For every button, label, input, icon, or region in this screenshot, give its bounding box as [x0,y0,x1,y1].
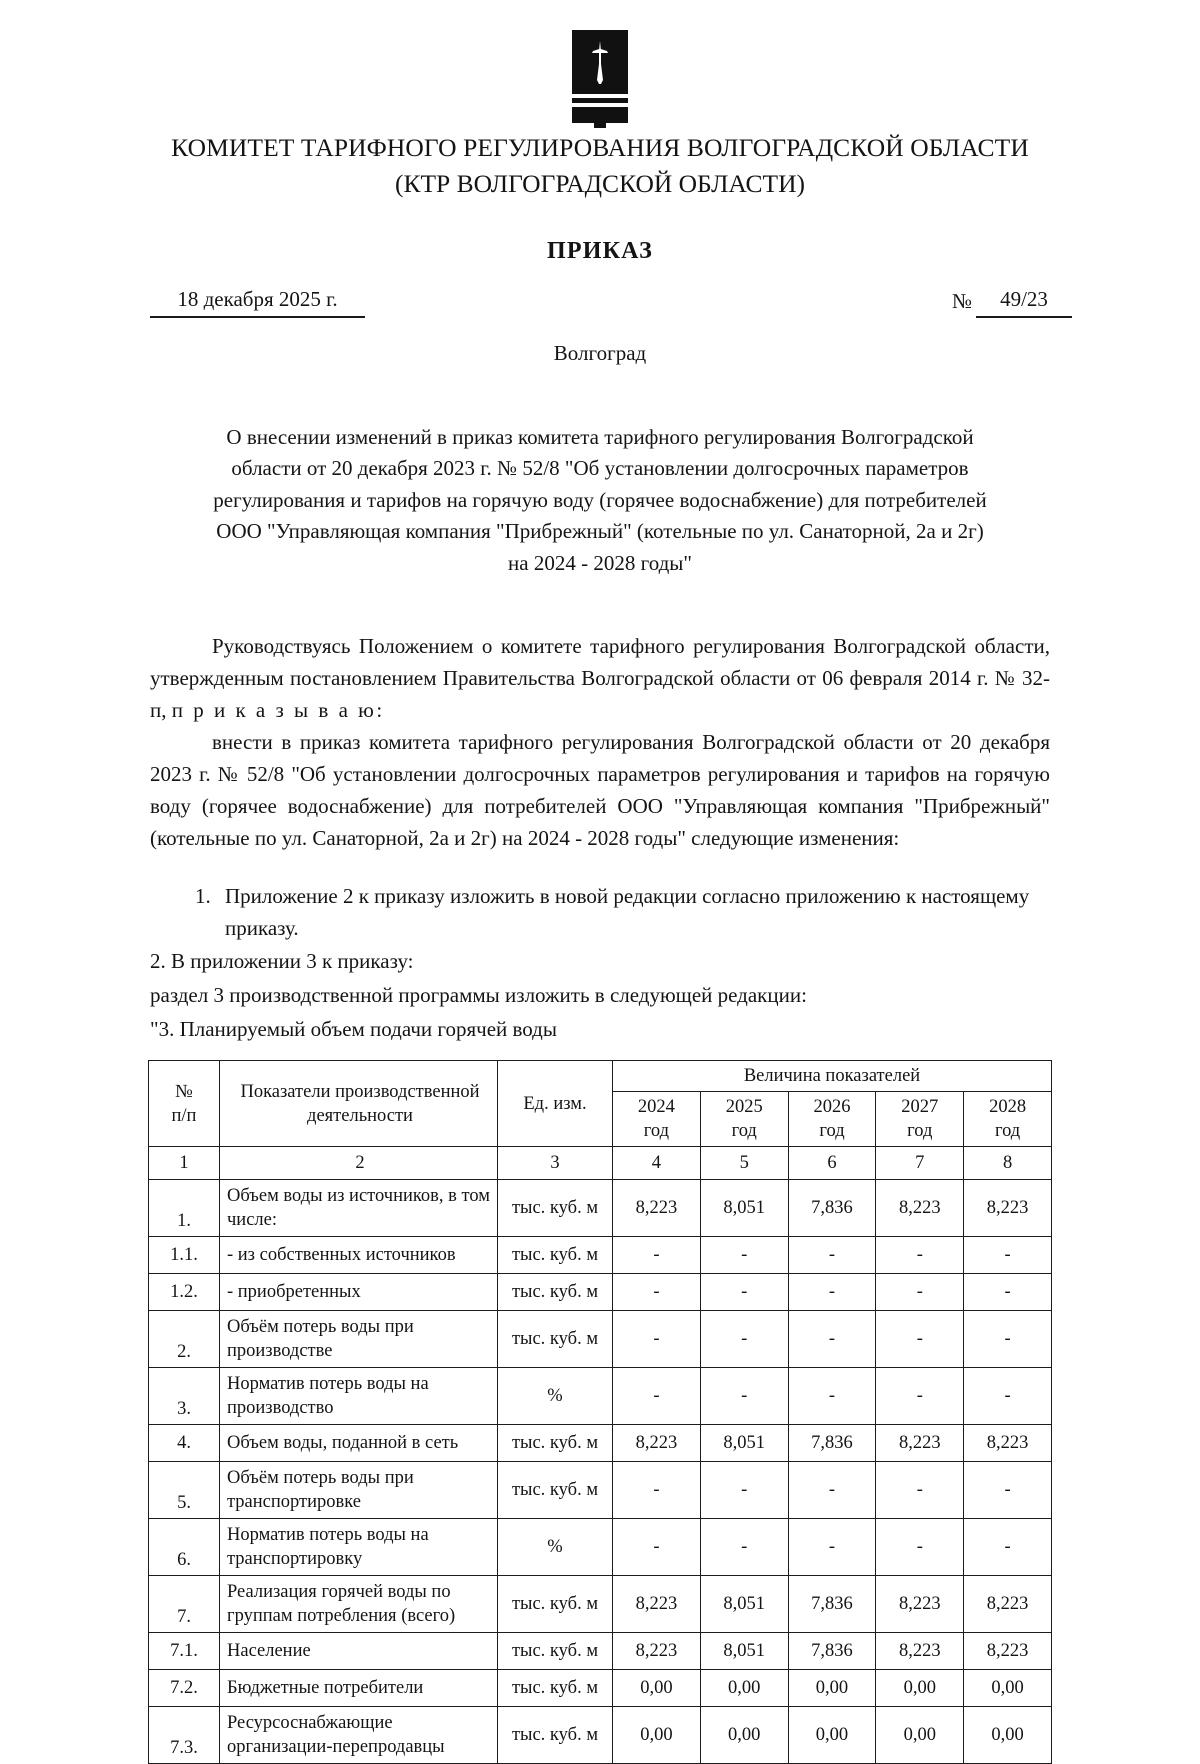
table-row [149,1274,1052,1311]
header-year-2028-value: 2028 [989,1097,1027,1118]
row-indicator-name: - из собственных источников [220,1237,498,1274]
row-unit: тыс. куб. м [498,1633,613,1670]
table-row [149,1519,1052,1576]
row-number: 2. [149,1311,220,1368]
index-5: 5 [700,1147,788,1180]
list-item-1 [195,881,1050,945]
document-title [150,422,1050,580]
header-unit: Ед. изм. [498,1061,613,1147]
header-indicator [220,1061,498,1147]
header-year-2025-value: 2025 [725,1097,763,1118]
index-4: 4 [613,1147,701,1180]
row-value-2028: 0,00 [964,1670,1052,1707]
row-value-2025: - [700,1462,788,1519]
header-year-2024-word: год [643,1121,670,1142]
header-year-2026 [788,1092,876,1147]
header-number [149,1061,220,1147]
row-indicator-name: Норматив потерь воды на производство [220,1368,498,1425]
row-value-2027: - [876,1519,964,1576]
list-item-1-number: 1. [195,883,211,908]
row-value-2028: - [964,1274,1052,1311]
title-line-1: О внесении изменений в приказ комитета тарифного регулирования Волгоградской [226,424,974,449]
emblem-bar-upper [572,98,628,103]
row-unit: тыс. куб. м [498,1462,613,1519]
row-value-2026: - [788,1368,876,1425]
row-value-2028: 0,00 [964,1707,1052,1764]
emblem-base [594,123,606,128]
list-item-2: 2. В приложении 3 к приказу: [150,949,414,974]
header-indicator-line1: Показатели производственной [240,1081,480,1102]
list-item-3: раздел 3 производственной программы изложить в следующей редакции: [150,983,807,1008]
row-unit: тыс. куб. м [498,1707,613,1764]
row-number: 7.1. [149,1633,220,1670]
header-values-group: Величина показателей [613,1061,1052,1092]
table-row [149,1237,1052,1274]
document-number-group [952,287,1072,318]
row-value-2024: 8,223 [613,1576,701,1633]
row-number: 3. [149,1368,220,1425]
emblem-bar-lower [572,107,628,123]
row-number: 4. [149,1425,220,1462]
row-unit: тыс. куб. м [498,1670,613,1707]
row-number: 1.2. [149,1274,220,1311]
row-value-2027: 0,00 [876,1670,964,1707]
order-verb: п р и к а з ы в а ю: [171,698,385,723]
row-value-2027: - [876,1368,964,1425]
row-value-2025: - [700,1519,788,1576]
document-city: Волгоград [553,340,647,365]
row-indicator-name: Реализация горячей воды по группам потребления (всего) [220,1576,498,1633]
table-header-row-1 [149,1061,1052,1092]
row-value-2026: - [788,1274,876,1311]
row-number: 5. [149,1462,220,1519]
row-value-2025: - [700,1311,788,1368]
row-value-2028: 8,223 [964,1180,1052,1237]
header-year-2027-value: 2027 [901,1097,939,1118]
header-number-line2: п/п [171,1105,197,1126]
production-program-table [148,1060,1052,1764]
row-unit: тыс. куб. м [498,1576,613,1633]
title-line-4: ООО "Управляющая компания "Прибрежный" (котельные по ул. Санаторной, 2а и 2г) [216,519,984,544]
row-value-2027: 8,223 [876,1180,964,1237]
table-row [149,1707,1052,1764]
row-unit: % [498,1519,613,1576]
table-section-heading: "3. Планируемый объем подачи горячей воды [150,1017,557,1042]
organization-heading [0,132,1200,200]
header-year-2028-word: год [994,1121,1021,1142]
row-value-2024: 8,223 [613,1633,701,1670]
row-value-2025: 8,051 [700,1576,788,1633]
row-value-2028: 8,223 [964,1576,1052,1633]
row-value-2024: - [613,1368,701,1425]
row-value-2027: - [876,1237,964,1274]
header-year-2025-word: год [731,1121,757,1142]
body-paragraph-1 [150,631,1050,727]
organization-name-short: (КТР ВОЛГОГРАДСКОЙ ОБЛАСТИ) [394,168,806,198]
header-year-2026-word: год [819,1121,845,1142]
table-row [149,1425,1052,1462]
index-6: 6 [788,1147,876,1180]
index-8: 8 [964,1147,1052,1180]
table-row [149,1462,1052,1519]
production-program-table-wrapper [148,1060,1050,1764]
row-value-2027: 8,223 [876,1576,964,1633]
row-indicator-name: Объем воды из источников, в том числе: [220,1180,498,1237]
row-indicator-name: Бюджетные потребители [220,1670,498,1707]
organization-name-full: КОМИТЕТ ТАРИФНОГО РЕГУЛИРОВАНИЯ ВОЛГОГРАДСКОЙ ОБЛАСТИ [171,133,1029,162]
document-body [150,631,1050,854]
document-meta-row [0,287,1200,333]
title-line-2: области от 20 декабря 2023 г. № 52/8 "Об установлении долгосрочных параметров [231,456,969,481]
header-year-2025 [700,1092,788,1147]
row-value-2027: 0,00 [876,1707,964,1764]
row-number: 7.3. [149,1707,220,1764]
row-value-2025: 0,00 [700,1707,788,1764]
row-value-2027: - [876,1462,964,1519]
row-unit: % [498,1368,613,1425]
row-value-2028: - [964,1519,1052,1576]
number-sign-label: № [951,288,972,313]
body-paragraph-2: внести в приказ комитета тарифного регулирования Волгоградской области от 20 декабря 2023 г. № 52/8 "Об установлении долгосрочных параметров регулирования и тарифов на горячую воду (горячее водоснабжение) для потребителей ООО "Управляющая компания "Прибрежный" (котельные по ул. Санаторной, 2а и 2г) на 2024 - 2028 годы" следующие изменения: [150,729,1050,850]
row-value-2027: 8,223 [876,1633,964,1670]
row-unit: тыс. куб. м [498,1274,613,1311]
header-number-line1: № [175,1081,193,1102]
row-value-2026: 0,00 [788,1707,876,1764]
emblem-container [0,0,1200,118]
row-value-2028: 8,223 [964,1425,1052,1462]
document-type: ПРИКАЗ [546,237,653,264]
body-paragraph-1-text: Руководствуясь Положением о комитете тарифного регулирования Волгоградской области, утвержденным постановлением Правительства Волгоградской области от 06 февраля 2014 г. № 32-п, [150,634,1050,723]
row-indicator-name: - приобретенных [220,1274,498,1311]
row-indicator-name: Объём потерь воды при производстве [220,1311,498,1368]
row-number: 1.1. [149,1237,220,1274]
table-row [149,1576,1052,1633]
row-value-2026: 7,836 [788,1180,876,1237]
row-value-2028: - [964,1368,1052,1425]
row-unit: тыс. куб. м [498,1425,613,1462]
emblem-figure-icon [591,40,609,86]
row-unit: тыс. куб. м [498,1180,613,1237]
row-value-2026: 7,836 [788,1633,876,1670]
row-value-2026: - [788,1462,876,1519]
row-value-2025: 8,051 [700,1633,788,1670]
row-value-2026: 0,00 [788,1670,876,1707]
row-value-2024: - [613,1274,701,1311]
row-value-2028: 8,223 [964,1633,1052,1670]
row-value-2025: 8,051 [700,1180,788,1237]
row-value-2027: 8,223 [876,1425,964,1462]
coat-of-arms-icon [572,30,628,118]
header-year-2026-value: 2026 [813,1097,851,1118]
row-value-2025: - [700,1274,788,1311]
row-number: 7.2. [149,1670,220,1707]
table-row [149,1670,1052,1707]
header-year-2027-word: год [907,1121,933,1142]
table-row [149,1311,1052,1368]
table-row [149,1368,1052,1425]
table-head [149,1061,1052,1147]
row-value-2024: - [613,1519,701,1576]
title-line-3: регулирования и тарифов на горячую воду (горячее водоснабжение) для потребителей [213,487,987,512]
row-value-2026: - [788,1311,876,1368]
row-unit: тыс. куб. м [498,1237,613,1274]
row-indicator-name: Население [220,1633,498,1670]
index-2: 2 [220,1147,498,1180]
row-indicator-name: Объем воды, поданной в сеть [220,1425,498,1462]
row-number: 6. [149,1519,220,1576]
row-number: 7. [149,1576,220,1633]
table-row [149,1633,1052,1670]
header-year-2027 [876,1092,964,1147]
row-value-2024: - [613,1311,701,1368]
row-value-2024: 0,00 [613,1707,701,1764]
row-value-2028: - [964,1462,1052,1519]
row-value-2026: - [788,1237,876,1274]
row-value-2025: - [700,1237,788,1274]
document-number: 49/23 [976,287,1072,318]
row-value-2026: - [788,1519,876,1576]
row-value-2027: - [876,1274,964,1311]
header-year-2028 [964,1092,1052,1147]
row-value-2028: - [964,1237,1052,1274]
index-7: 7 [876,1147,964,1180]
row-indicator-name: Объём потерь воды при транспортировке [220,1462,498,1519]
row-value-2025: 8,051 [700,1425,788,1462]
header-indicator-line2: деятельности [307,1105,413,1126]
table-row [149,1180,1052,1237]
index-1: 1 [149,1147,220,1180]
header-year-2024-value: 2024 [637,1097,675,1118]
list-item-1-text: Приложение 2 к приказу изложить в новой редакции согласно приложению к настоящему приказу. [225,883,1030,940]
document-date: 18 декабря 2025 г. [150,287,365,318]
row-value-2024: 8,223 [613,1180,701,1237]
row-value-2024: - [613,1237,701,1274]
row-number: 1. [149,1180,220,1237]
row-value-2025: 0,00 [700,1670,788,1707]
row-indicator-name: Норматив потерь воды на транспортировку [220,1519,498,1576]
row-value-2024: 8,223 [613,1425,701,1462]
title-line-5: на 2024 - 2028 годы" [508,550,692,575]
row-value-2027: - [876,1311,964,1368]
amendments-list [150,881,1050,1047]
row-value-2026: 7,836 [788,1425,876,1462]
row-value-2024: 0,00 [613,1670,701,1707]
row-value-2026: 7,836 [788,1576,876,1633]
row-value-2024: - [613,1462,701,1519]
row-unit: тыс. куб. м [498,1311,613,1368]
column-index-row [149,1147,1052,1180]
row-value-2028: - [964,1311,1052,1368]
row-indicator-name: Ресурсоснабжающие организации-перепродавцы [220,1707,498,1764]
index-3: 3 [498,1147,613,1180]
table-body [149,1147,1052,1764]
row-value-2025: - [700,1368,788,1425]
header-year-2024 [613,1092,701,1147]
